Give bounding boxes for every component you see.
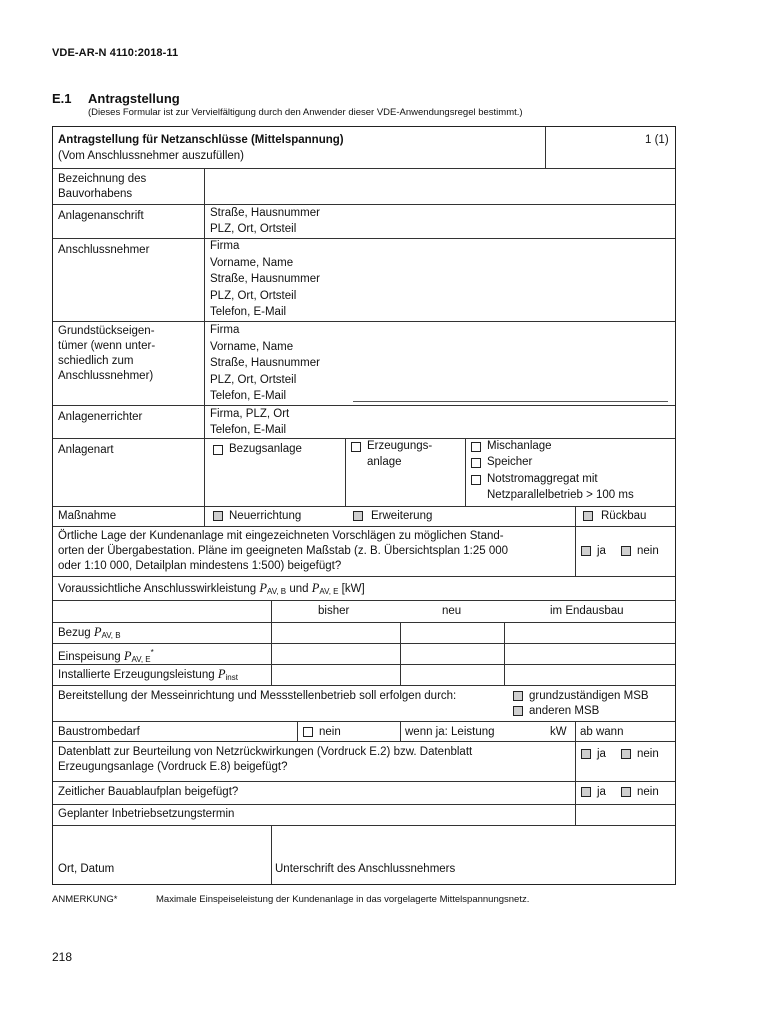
grundzustaendig-msb-checkbox[interactable] — [513, 691, 523, 701]
bauvorhaben-label-2: Bauvorhabens — [58, 188, 133, 200]
row-divider — [53, 405, 675, 406]
bezug-neu-field[interactable] — [401, 623, 504, 643]
einspeisung-bisher-field[interactable] — [272, 644, 400, 664]
anderer-msb-label: anderen MSB — [529, 705, 600, 717]
row-installiert-text: Installierte Erzeugungsleistung — [58, 669, 218, 681]
lage-text-1: Örtliche Lage der Kundenanlage mit eingezeichneten Vorschlägen zu möglichen Stand- — [58, 530, 504, 542]
document-id: VDE-AR-N 4110:2018-11 — [52, 47, 179, 59]
leistung-unit: [kW] — [338, 583, 365, 595]
row-divider — [53, 526, 675, 527]
datenblatt-text-1: Datenblatt zur Beurteilung von Netzrückwirkungen (Vordruck E.2) bzw. Datenblatt — [58, 746, 473, 758]
datenblatt-text-2: Erzeugungsanlage (Vordruck E.8) beigefügt? — [58, 761, 288, 773]
datenblatt-nein-checkbox[interactable] — [621, 749, 631, 759]
section-heading — [52, 91, 180, 106]
bauablauf-ja-label: ja — [597, 786, 606, 798]
mischanlage-checkbox[interactable] — [471, 442, 481, 452]
footnote — [52, 894, 529, 905]
leistung-heading-prefix: Voraussichtliche Anschlusswirkleistung — [58, 583, 260, 595]
installiert-neu-field[interactable] — [401, 665, 504, 685]
row-divider — [53, 576, 675, 577]
col-bisher: bisher — [318, 605, 350, 617]
footnote-label: ANMERKUNG* — [52, 894, 118, 905]
leistung-heading — [58, 580, 365, 600]
unterschrift-label: Unterschrift des Anschlussnehmers — [275, 863, 456, 875]
p-sub-e: AV, E — [131, 655, 151, 664]
form-subtitle: (Vom Anschlussnehmer auszufüllen) — [58, 150, 245, 162]
installiert-endausbau-field[interactable] — [505, 665, 675, 685]
datenblatt-ja-label: ja — [597, 748, 606, 760]
section-title: Antragstellung — [88, 91, 180, 106]
column-divider — [345, 438, 346, 506]
bauablauf-nein-checkbox[interactable] — [621, 787, 631, 797]
bauablauf-label: Zeitlicher Bauablaufplan beigefügt? — [58, 786, 239, 798]
baustrom-wennja-label: wenn ja: Leistung — [405, 726, 495, 738]
neuerrichtung-checkbox[interactable] — [213, 511, 223, 521]
bauvorhaben-field[interactable] — [205, 169, 675, 204]
row-installiert-label — [58, 666, 238, 686]
page-number: 218 — [52, 950, 73, 964]
row-divider — [53, 438, 675, 439]
speicher-checkbox[interactable] — [471, 458, 481, 468]
col-neu: neu — [442, 605, 462, 617]
footnote-star: * — [150, 648, 154, 657]
leistung-und: und — [286, 583, 312, 595]
column-divider — [545, 127, 546, 168]
p-symbol: P — [123, 649, 132, 663]
erweiterung-checkbox[interactable] — [353, 511, 363, 521]
lage-nein-label: nein — [637, 545, 659, 557]
erzeugungsanlage-checkbox[interactable] — [351, 442, 361, 452]
grundstueck-label-1: Grundstückseigen- — [58, 325, 155, 337]
form-title: Antragstellung für Netzanschlüsse (Mittelspannung) — [58, 134, 344, 146]
lage-ja-label: ja — [597, 545, 606, 557]
erzeugungsanlage-label: Erzeugungs- — [367, 440, 433, 452]
p-sub-b: AV, B — [267, 587, 287, 596]
bezugsanlage-checkbox[interactable] — [213, 445, 223, 455]
row-divider — [53, 721, 675, 722]
bezug-bisher-field[interactable] — [272, 623, 400, 643]
grundstueck-strasse-field[interactable]: Straße, Hausnummer — [210, 357, 320, 369]
row-divider — [53, 321, 675, 322]
grundstueck-name-field[interactable]: Vorname, Name — [210, 341, 294, 353]
anschlussnehmer-name-field[interactable]: Vorname, Name — [210, 257, 294, 269]
grundstueck-kontakt-field[interactable]: Telefon, E-Mail — [210, 390, 287, 402]
row-einspeisung-text: Einspeisung — [58, 651, 124, 663]
anlagenerrichter-label: Anlagenerrichter — [58, 411, 143, 423]
anschlussnehmer-strasse-field[interactable]: Straße, Hausnummer — [210, 273, 320, 285]
massnahme-label: Maßnahme — [58, 510, 117, 522]
installiert-bisher-field[interactable] — [272, 665, 400, 685]
bauablauf-nein-label: nein — [637, 786, 659, 798]
baustrom-kw-unit: kW — [550, 726, 567, 738]
baustrom-nein-checkbox[interactable] — [303, 727, 313, 737]
row-divider — [53, 506, 675, 507]
row-einspeisung-label — [58, 645, 154, 668]
page-indicator: 1 (1) — [645, 134, 669, 146]
bauablauf-ja-checkbox[interactable] — [581, 787, 591, 797]
grundstueck-underline — [353, 401, 668, 402]
p-symbol: P — [311, 581, 320, 595]
section-number: E.1 — [52, 91, 72, 106]
lage-nein-checkbox[interactable] — [621, 546, 631, 556]
grundzustaendig-msb-label: grundzuständigen MSB — [529, 690, 649, 702]
erzeugungsanlage-label-2: anlage — [367, 456, 402, 468]
speicher-label: Speicher — [487, 456, 533, 468]
section-note: (Dieses Formular ist zur Vervielfältigung durch den Anwender dieser VDE-Anwendungsregel bestimmt.) — [88, 107, 523, 118]
anlagenanschrift-strasse-field[interactable]: Straße, Hausnummer — [210, 207, 320, 219]
grundstueck-firma-field[interactable]: Firma — [210, 324, 240, 336]
lage-text-3: oder 1:10 000, Detailplan mindestens 1:500) beigefügt? — [58, 560, 342, 572]
notstromaggregat-label-2: Netzparallelbetrieb > 100 ms — [487, 489, 634, 501]
mischanlage-label: Mischanlage — [487, 440, 552, 452]
lage-text-2: orten der Übergabestation. Pläne im geeigneten Maßstab (z. B. Übersichtsplan 1:25 000 — [58, 545, 509, 557]
row-divider — [53, 781, 675, 782]
inbetrieb-label: Geplanter Inbetriebsetzungstermin — [58, 808, 235, 820]
einspeisung-neu-field[interactable] — [401, 644, 504, 664]
notstromaggregat-checkbox[interactable] — [471, 475, 481, 485]
anlagenerrichter-kontakt-field[interactable]: Telefon, E-Mail — [210, 424, 287, 436]
grundstueck-label-4: Anschlussnehmer) — [58, 370, 154, 382]
footnote-text: Maximale Einspeiseleistung der Kundenanlage in das vorgelagerte Mittelspannungsnetz. — [156, 894, 530, 905]
ort-datum-label: Ort, Datum — [58, 863, 115, 875]
p-sub-e: AV, E — [319, 587, 339, 596]
anlagenanschrift-plz-field[interactable]: PLZ, Ort, Ortsteil — [210, 223, 297, 235]
anlagenerrichter-firma-field[interactable]: Firma, PLZ, Ort — [210, 408, 290, 420]
anlagenanschrift-label: Anlagenanschrift — [58, 210, 144, 222]
erweiterung-label: Erweiterung — [371, 510, 433, 522]
row-divider — [53, 238, 675, 239]
anschlussnehmer-kontakt-field[interactable]: Telefon, E-Mail — [210, 306, 287, 318]
column-divider — [465, 438, 466, 506]
application-form — [52, 126, 676, 885]
notstromaggregat-label: Notstromaggregat mit — [487, 473, 598, 485]
anschlussnehmer-firma-field[interactable]: Firma — [210, 240, 240, 252]
bauvorhaben-label: Bezeichnung des — [58, 173, 147, 185]
p-symbol: P — [217, 667, 226, 681]
p-symbol: P — [259, 581, 267, 595]
anderer-msb-checkbox[interactable] — [513, 706, 523, 716]
col-endausbau: im Endausbau — [550, 605, 624, 617]
row-divider — [53, 741, 675, 742]
grundstueck-label-3: schiedlich zum — [58, 355, 134, 367]
row-bezug-text: Bezug — [58, 627, 94, 639]
p-sub-inst: inst — [225, 673, 238, 682]
rueckbau-label: Rückbau — [601, 510, 647, 522]
baustrom-abwann-label: ab wann — [580, 726, 624, 738]
grundstueck-plz-field[interactable]: PLZ, Ort, Ortsteil — [210, 374, 297, 386]
column-divider — [204, 168, 205, 526]
column-divider — [400, 721, 401, 741]
lage-ja-checkbox[interactable] — [581, 546, 591, 556]
anschlussnehmer-label: Anschlussnehmer — [58, 244, 150, 256]
rueckbau-checkbox[interactable] — [583, 511, 593, 521]
inbetrieb-field[interactable] — [576, 805, 675, 825]
messeinrichtung-text: Bereitstellung der Messeinrichtung und Messstellenbetrieb soll erfolgen durch: — [58, 690, 457, 702]
grundstueck-label-2: tümer (wenn unter- — [58, 340, 156, 352]
anschlussnehmer-plz-field[interactable]: PLZ, Ort, Ortsteil — [210, 290, 297, 302]
row-bezug-label — [58, 624, 121, 644]
baustrom-label: Baustrombedarf — [58, 726, 140, 738]
column-divider — [575, 506, 576, 576]
anlagenart-label: Anlagenart — [58, 444, 114, 456]
baustrom-nein-label: nein — [319, 726, 341, 738]
neuerrichtung-label: Neuerrichtung — [229, 510, 302, 522]
column-divider — [297, 721, 298, 741]
p-symbol: P — [93, 625, 102, 639]
datenblatt-nein-label: nein — [637, 748, 659, 760]
datenblatt-ja-checkbox[interactable] — [581, 749, 591, 759]
bezugsanlage-label: Bezugsanlage — [229, 443, 302, 455]
einspeisung-endausbau-field[interactable] — [505, 644, 675, 664]
bezug-endausbau-field[interactable] — [505, 623, 675, 643]
p-sub-b: AV, B — [101, 631, 121, 640]
row-divider — [53, 204, 675, 205]
